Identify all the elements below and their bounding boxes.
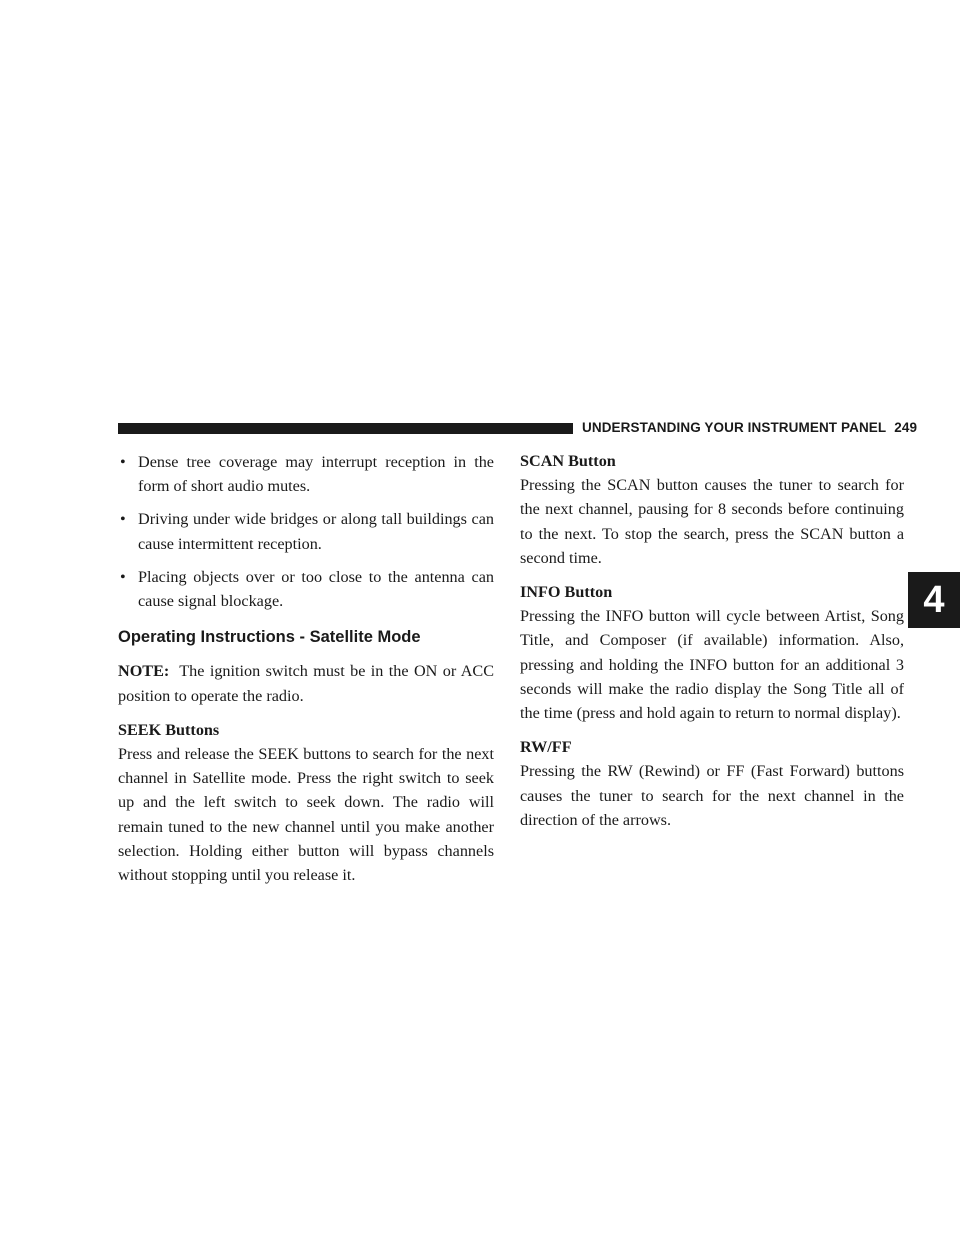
scan-heading: SCAN Button [520,452,616,470]
right-column [520,449,904,842]
info-paragraph: Pressing the INFO button will cycle between Artist, Song Title, and Composer (if available) information. Also, pressing and holding the INFO button for an additional 3 seconds will make the radio display the Song Title all of the time (press and hold again to return to normal display). [520,607,904,723]
bullet-text: Driving under wide bridges or along tall buildings can cause intermittent reception. [138,510,494,553]
rwff-heading: RW/FF [520,738,572,757]
bullet-item [118,450,494,498]
note-text: The ignition switch must be in the ON or ACC position to operate the radio. [118,662,494,705]
rwff-paragraph: Pressing the RW (Rewind) or FF (Fast Forward) buttons causes the tuner to search for the next channel in the direction of the arrows. [520,762,904,829]
bullet-dot-icon: • [120,453,126,471]
note-label: NOTE: [118,662,170,681]
seek-paragraph: Press and release the SEEK buttons to search for the next channel in Satellite mode. Press the right switch to seek up and the left switch to seek down. The radio will remain tuned to the new channel until you make another selection. Holding either button will bypass channels without stopping until you release it. [118,745,494,885]
bullet-dot-icon: • [120,510,126,529]
info-heading: INFO Button [520,583,613,602]
section-heading: Operating Instructions - Satellite Mode [118,628,421,647]
scan-paragraph: Pressing the SCAN button causes the tuner to search for the next channel, pausing for 8 seconds before continuing to the next. To stop the search, press the SCAN button a second time. [520,476,904,567]
seek-heading: SEEK Buttons [118,720,220,739]
bullet-item [118,565,494,613]
header-rule [118,423,573,434]
page-number: 249 [894,420,918,435]
bullet-text: Placing objects over or too close to the antenna can cause signal blockage. [138,567,494,611]
bullet-item [118,507,494,555]
left-column [118,450,494,897]
bullet-text: Dense tree coverage may interrupt reception in the form of short audio mutes. [138,453,494,496]
chapter-tab: 4 [908,572,960,628]
note-paragraph [118,659,494,707]
bullet-dot-icon: • [120,567,126,586]
running-header [582,420,917,435]
header-section-title: UNDERSTANDING YOUR INSTRUMENT PANEL [582,420,887,435]
